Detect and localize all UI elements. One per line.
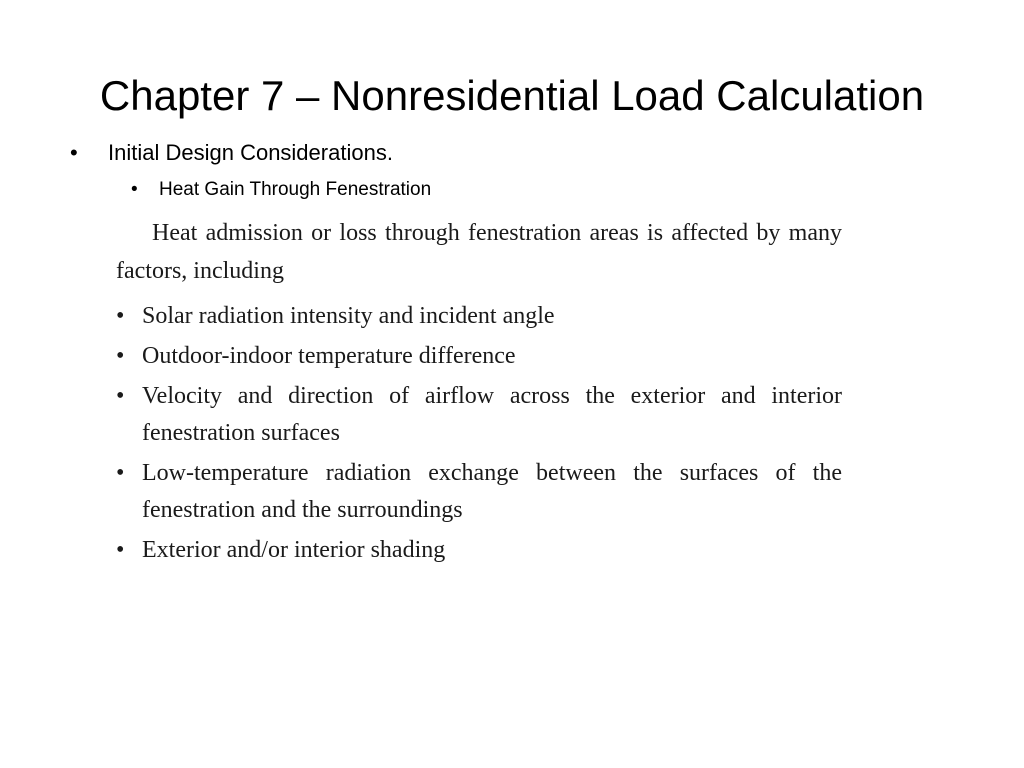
factor-text: Exterior and/or interior shading [142, 537, 446, 563]
list-bullet: • [116, 343, 125, 369]
list-item [116, 455, 842, 529]
slide-title: Chapter 7 – Nonresidential Load Calculation [99, 72, 925, 119]
scanned-text-excerpt [116, 214, 842, 572]
list-item [116, 378, 842, 452]
factor-text: Velocity and direction of airflow across the exterior and interior fenestration surfaces [142, 383, 842, 446]
sub-bullet-text: Heat Gain Through Fenestration [159, 179, 432, 200]
factor-text: Solar radiation intensity and incident angle [142, 303, 555, 329]
excerpt-intro: Heat admission or loss through fenestration areas is affected by many factors, including [116, 220, 842, 284]
list-bullet: • [116, 460, 125, 486]
list-bullet: • [116, 383, 125, 409]
list-bullet: • [116, 537, 125, 563]
list-bullet: • [116, 303, 125, 329]
bullet-initial-design [70, 139, 393, 167]
list-item [116, 298, 842, 335]
bullet-text: Initial Design Considerations. [108, 140, 393, 165]
sub-bullet-heat-gain [131, 177, 431, 203]
sub-bullet-mark: • [131, 179, 138, 200]
factor-text: Outdoor-indoor temperature difference [142, 343, 516, 369]
list-item [116, 532, 842, 569]
factor-list [116, 298, 842, 569]
list-item [116, 338, 842, 375]
bullet-mark: • [70, 140, 78, 165]
factor-text: Low-temperature radiation exchange between the surfaces of the fenestration and the surroundings [142, 460, 842, 523]
